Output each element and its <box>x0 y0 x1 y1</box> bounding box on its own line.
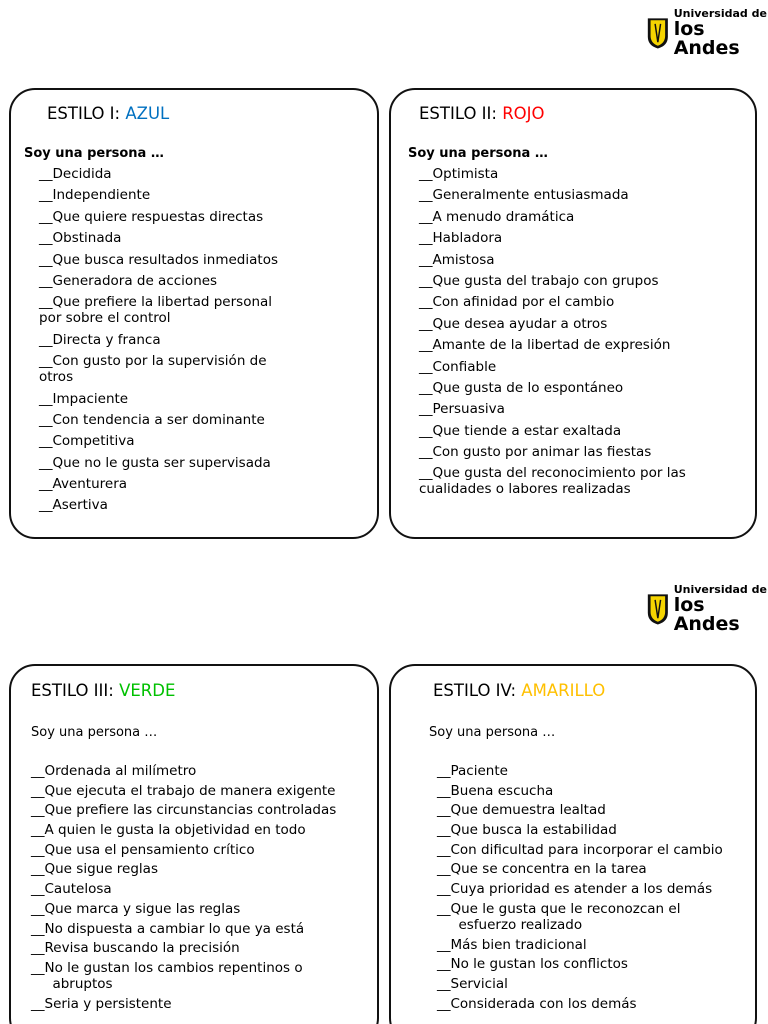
trait-item: __Amante de la libertad de expresión <box>419 337 671 354</box>
trait-item: __Que tiende a estar exaltada <box>419 422 622 439</box>
title-color-word: AZUL <box>125 104 170 123</box>
trait-item: __Que busca resultados inmediatos <box>39 251 278 268</box>
trait-list <box>437 763 747 1015</box>
card-subtitle: Soy una persona … <box>24 146 164 161</box>
trait-item: __Optimista <box>419 166 499 182</box>
card-title <box>419 104 545 123</box>
trait-item: __Que sigue reglas <box>31 861 158 878</box>
trait-item: __Generadora de acciones <box>39 272 218 289</box>
title-prefix: ESTILO I: <box>47 104 126 123</box>
trait-item: __Cautelosa <box>31 881 112 898</box>
trait-item: __Que prefiere las circunstancias controladas <box>31 802 337 819</box>
card-estilo-amarillo <box>389 664 757 1024</box>
shield-logo-icon <box>646 15 670 51</box>
trait-item: __Obstinada <box>39 230 122 247</box>
logo-line-1: Universidad de <box>673 583 767 596</box>
trait-item: __Ordenada al milímetro <box>31 763 197 779</box>
logo-line-2: los Andes <box>673 18 740 59</box>
trait-item: __Competitiva <box>39 433 135 450</box>
title-prefix: ESTILO III: <box>31 681 120 700</box>
trait-item: __Cuya prioridad es atender a los demás <box>437 881 713 898</box>
trait-item: __Revisa buscando la precisión <box>31 940 240 957</box>
trait-item: __Con dificultad para incorporar el cambio <box>437 841 723 858</box>
trait-item: __Que ejecuta el trabajo de manera exigente <box>31 782 336 799</box>
university-logo <box>646 8 768 58</box>
trait-item: __Que marca y sigue las reglas <box>31 900 241 917</box>
trait-item: __Paciente <box>437 763 508 779</box>
trait-item: __Seria y persistente <box>31 995 172 1012</box>
trait-item: __Directa y franca <box>39 331 161 348</box>
shield-logo-icon <box>646 591 670 627</box>
trait-item: __Que le gusta que le reconozcan el esfuerzo realizado <box>437 900 681 933</box>
trait-item: __Que gusta del trabajo con grupos <box>419 272 659 289</box>
trait-item: __Decidida <box>39 166 112 182</box>
card-estilo-verde <box>9 664 379 1024</box>
card-title <box>47 104 169 123</box>
trait-item: __Aventurera <box>39 476 128 493</box>
trait-item: __Que no le gusta ser supervisada <box>39 454 271 471</box>
trait-item: __Que gusta de lo espontáneo <box>419 379 624 396</box>
card-subtitle: Soy una persona … <box>429 725 556 740</box>
trait-item: __Que desea ayudar a otros <box>419 315 608 332</box>
card-title <box>31 681 175 700</box>
trait-item: __Persuasiva <box>419 401 505 418</box>
trait-item: __Amistosa <box>419 251 495 268</box>
trait-item: __Generalmente entusiasmada <box>419 187 629 204</box>
card-subtitle: Soy una persona … <box>408 146 548 161</box>
trait-item: __Buena escucha <box>437 782 554 799</box>
title-prefix: ESTILO IV: <box>433 681 522 700</box>
trait-item: __Más bien tradicional <box>437 936 587 953</box>
title-color-word: AMARILLO <box>521 681 606 700</box>
trait-item: __No le gustan los conflictos <box>437 956 628 973</box>
trait-item: __Que busca la estabilidad <box>437 822 617 839</box>
trait-item: __Que se concentra en la tarea <box>437 861 647 878</box>
trait-list <box>31 763 371 1015</box>
trait-item: __No le gustan los cambios repentinos o abruptos <box>31 959 303 992</box>
title-prefix: ESTILO II: <box>419 104 503 123</box>
trait-item: __Servicial <box>437 975 508 992</box>
trait-item: __Con gusto por animar las fiestas <box>419 444 652 461</box>
card-estilo-azul <box>9 88 379 539</box>
trait-list <box>408 166 748 503</box>
trait-item: __Que gusta del reconocimiento por las cualidades o labores realizadas <box>419 465 686 498</box>
trait-item: __Con gusto por la supervisión de otros <box>39 353 267 386</box>
card-subtitle: Soy una persona … <box>31 725 158 740</box>
trait-list <box>24 166 374 519</box>
title-color-word: VERDE <box>119 681 176 700</box>
trait-item: __Que prefiere la libertad personal por sobre el control <box>39 294 273 327</box>
trait-item: __Que demuestra lealtad <box>437 802 606 819</box>
logo-line-1: Universidad de <box>673 7 767 20</box>
university-logo <box>646 584 768 634</box>
trait-item: __Con afinidad por el cambio <box>419 294 615 311</box>
card-title <box>433 681 605 700</box>
trait-item: __Habladora <box>419 230 503 247</box>
trait-item: __Con tendencia a ser dominante <box>39 411 265 428</box>
trait-item: __A quien le gusta la objetividad en todo <box>31 822 306 839</box>
trait-item: __Considerada con los demás <box>437 995 637 1012</box>
card-estilo-rojo <box>389 88 757 539</box>
trait-item: __Confiable <box>419 358 497 375</box>
trait-item: __A menudo dramática <box>419 208 575 225</box>
trait-item: __Que usa el pensamiento crítico <box>31 841 255 858</box>
trait-item: __Asertiva <box>39 497 108 514</box>
title-color-word: ROJO <box>502 104 545 123</box>
logo-line-2: los Andes <box>673 594 740 635</box>
trait-item: __Independiente <box>39 187 151 204</box>
trait-item: __Que quiere respuestas directas <box>39 208 264 225</box>
trait-item: __Impaciente <box>39 390 129 407</box>
trait-item: __No dispuesta a cambiar lo que ya está <box>31 920 305 937</box>
